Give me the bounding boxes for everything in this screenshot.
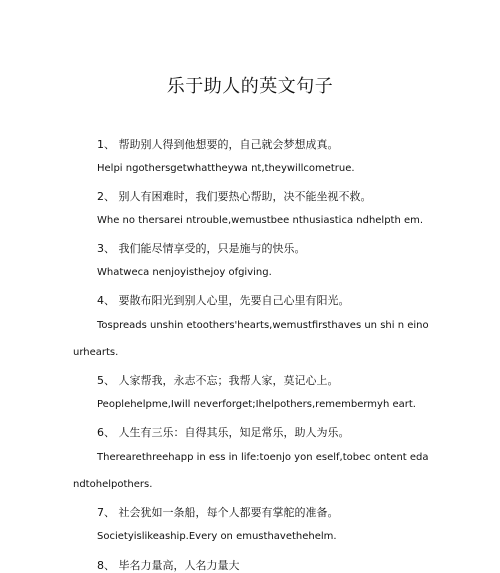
sentence-5-chinese: 5、 人家帮我，永志不忘；我帮人家，莫记心上。 [97,374,339,387]
sentence-2-english: Whe no thersarei ntrouble,wemustbee nthusiastica ndhelpth em. [97,215,424,226]
sentence-7-chinese: 7、 社会犹如一条船，每个人都要有掌舵的准备。 [97,506,339,519]
sentence-7-english: Societyislikeaship.Every on emusthavethehelm. [97,531,337,542]
sentence-4-chinese: 4、 要散布阳光到别人心里，先要自己心里有阳光。 [97,294,350,307]
sentence-1-english: Helpi ngothersgetwhattheywa nt,theywillcometrue. [97,163,355,174]
sentence-5-english: Peoplehelpme,Iwill neverforget;Ihelpothers,remembermyh eart. [97,399,416,410]
sentence-6-chinese: 6、 人生有三乐：自得其乐，知足常乐，助人为乐。 [97,426,350,439]
sentence-6-english-continued: ndtohelpothers. [73,479,153,490]
document-title: 乐于助人的英文句子 [166,76,334,97]
sentence-3-chinese: 3、 我们能尽情享受的，只是施与的快乐。 [97,242,306,255]
sentence-4-english-continued: urhearts. [73,347,119,358]
sentence-3-english: Whatweca nenjoyisthejoy ofgiving. [97,267,272,278]
sentence-8-chinese-partial: 8、 毕名力量高，人名力量大 [97,559,240,572]
sentence-6-english: Therearethreehapp in ess in life:toenjo yon eself,tobec ontent eda [97,452,429,463]
sentence-1-chinese: 1、 帮助别人得到他想要的，自己就会梦想成真。 [97,138,339,151]
sentence-2-chinese: 2、 别人有困难时，我们要热心帮助，决不能坐视不救。 [97,190,372,203]
sentence-4-english: Tospreads unshin etoothers'hearts,wemustfirsthaves un shi n eino [97,320,429,331]
